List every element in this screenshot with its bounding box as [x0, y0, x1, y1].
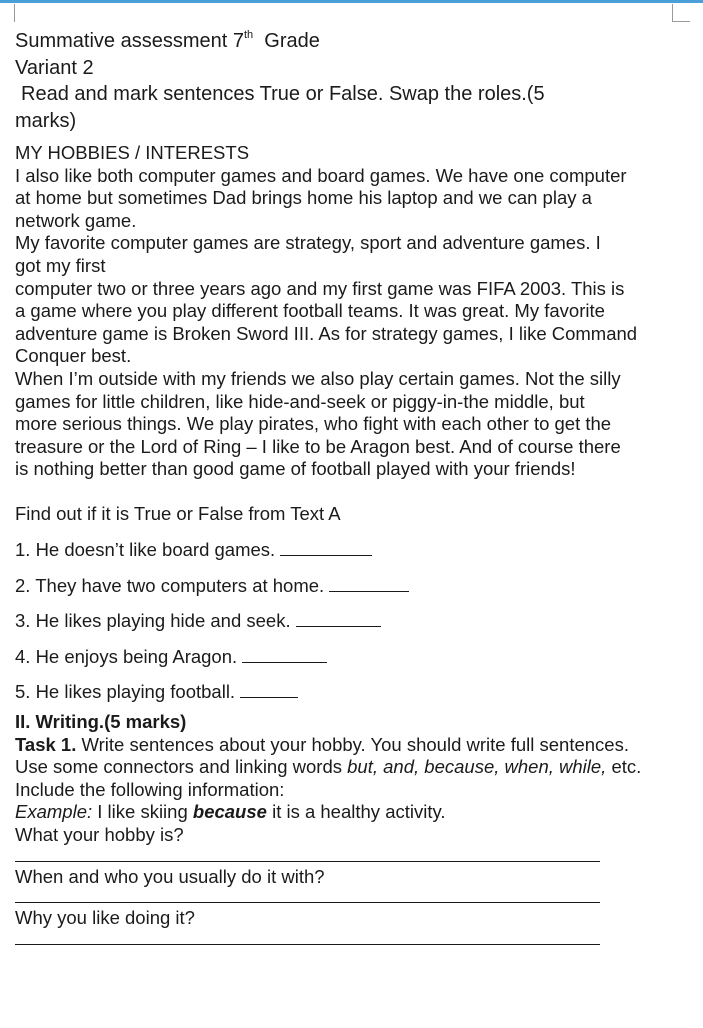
- worksheet-page: [15, 28, 691, 945]
- question-2: 2. They have two computers at home.: [15, 575, 691, 597]
- text-line: games for little children, like hide-and-seek or piggy-in-the middle, but: [15, 390, 585, 412]
- answer-blank-1[interactable]: [280, 539, 372, 556]
- prompt-why: Why you like doing it?: [15, 907, 195, 929]
- page-title: Summative assessment 7th Grade: [15, 29, 320, 52]
- text-line: My favorite computer games are strategy, sport and adventure games. I: [15, 232, 601, 254]
- text-heading: MY HOBBIES / INTERESTS: [15, 142, 250, 163]
- answer-blank-4[interactable]: [242, 646, 327, 663]
- page-corner-right: [672, 4, 690, 22]
- variant-label: Variant 2: [15, 56, 94, 79]
- text-line: adventure game is Broken Sword III. As for strategy games, I like Command: [15, 322, 638, 344]
- text-line: network game.: [15, 209, 137, 231]
- answer-blank-3[interactable]: [296, 610, 381, 627]
- page-corner-left: [14, 4, 15, 22]
- text-line: a game where you play different football teams. It was great. My favorite: [15, 300, 605, 322]
- question-5: 5. He likes playing football.: [15, 681, 691, 703]
- text-line: I also like both computer games and board games. We have one computer: [15, 164, 627, 186]
- answer-line-3[interactable]: [15, 944, 600, 945]
- text-line: at home but sometimes Dad brings home his laptop and we can play a: [15, 187, 592, 209]
- answer-blank-2[interactable]: [329, 575, 409, 592]
- text-a-body: [15, 165, 691, 481]
- text-line: treasure or the Lord of Ring – I like to be Aragon best. And of course there: [15, 435, 621, 457]
- text-line: computer two or three years ago and my first game was FIFA 2003. This is: [15, 277, 625, 299]
- task-line-2: Use some connectors and linking words but, and, because, when, while, etc.: [15, 756, 642, 778]
- prompt-hobby: What your hobby is?: [15, 823, 184, 845]
- text-line: When I’m outside with my friends we also play certain games. Not the silly: [15, 367, 621, 389]
- top-accent-bar: [0, 0, 703, 3]
- writing-heading: II. Writing.(5 marks): [15, 711, 187, 732]
- text-line: more serious things. We play pirates, who fight with each other to get the: [15, 413, 612, 435]
- task-line-3: Include the following information:: [15, 778, 285, 800]
- prompt-when-who: When and who you usually do it with?: [15, 865, 325, 887]
- question-3: 3. He likes playing hide and seek.: [15, 610, 691, 632]
- question-1: 1. He doesn’t like board games.: [15, 539, 691, 561]
- question-4: 4. He enjoys being Aragon.: [15, 646, 691, 668]
- true-false-heading: Find out if it is True or False from Text A: [15, 502, 341, 524]
- instruction-line-1: Read and mark sentences True or False. Swap the roles.(5: [21, 83, 545, 105]
- text-line: is nothing better than good game of football played with your friends!: [15, 458, 576, 480]
- answer-blank-5[interactable]: [240, 681, 298, 698]
- task-line-1: Task 1. Write sentences about your hobby. You should write full sentences.: [15, 733, 629, 755]
- text-line: Conquer best.: [15, 345, 132, 367]
- example-line: Example: I like skiing because it is a healthy activity.: [15, 801, 446, 823]
- instruction-line-2: marks): [15, 109, 77, 132]
- text-line: got my first: [15, 254, 106, 276]
